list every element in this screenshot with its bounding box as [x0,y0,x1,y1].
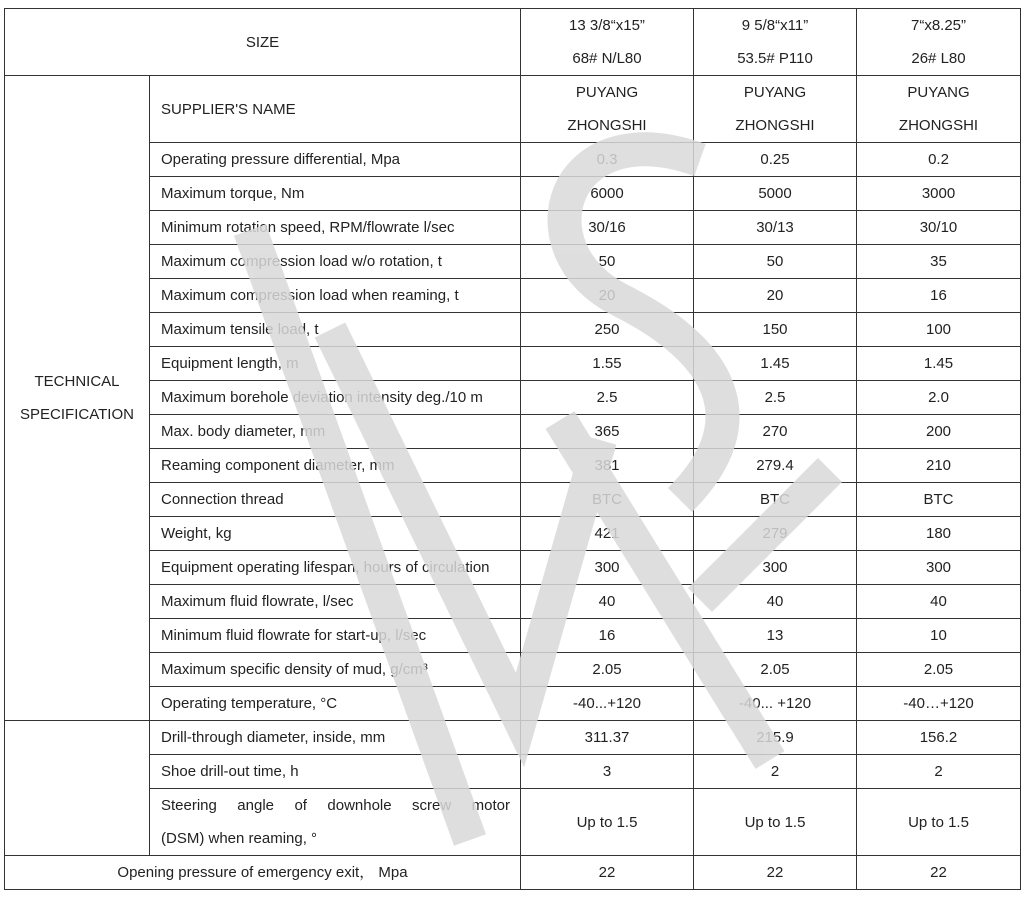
parameter-label: Shoe drill-out time, h [150,755,521,789]
parameter-label: Operating pressure differential, Mpa [150,143,521,177]
table-row [5,585,1021,619]
value-cell: 2.5 [521,381,694,415]
parameter-label: Maximum compression load when reaming, t [150,279,521,313]
value-cell: 300 [521,551,694,585]
supplier-cell [857,76,1021,143]
supplier-label: SUPPLIER'S NAME [150,76,521,143]
value-cell: 10 [857,619,1021,653]
table-row [5,177,1021,211]
supplier-cell [694,76,857,143]
value-cell: -40…+120 [857,687,1021,721]
value-cell: 279.4 [694,449,857,483]
value-cell: 16 [857,279,1021,313]
value-cell: 279 [694,517,857,551]
size-row [5,9,1021,76]
parameter-label: Equipment length, m [150,347,521,381]
table-row [5,347,1021,381]
value-cell: 3 [521,755,694,789]
value-cell: Up to 1.5 [694,789,857,856]
parameter-label: Max. body diameter, mm [150,415,521,449]
table-row [5,721,1021,755]
technical-specification-group [5,76,150,721]
size-line1: 7“x8.25” [910,17,967,34]
steering-label-line1: Steering angle of downhole screw motor [161,797,510,814]
table-row [5,381,1021,415]
table-row [5,755,1021,789]
value-cell: 1.55 [521,347,694,381]
value-cell: -40... +120 [694,687,857,721]
table-row [5,619,1021,653]
value-cell: 5000 [694,177,857,211]
value-cell: 1.45 [694,347,857,381]
size-cell [521,9,694,76]
value-cell: 35 [857,245,1021,279]
table-row [5,279,1021,313]
table-row [5,415,1021,449]
value-cell: 2.0 [857,381,1021,415]
value-cell: 22 [521,856,694,890]
supplier-line2: ZHONGSHI [898,117,979,134]
group-line2: SPECIFICATION [20,406,134,423]
parameter-label: Minimum fluid flowrate for start-up, l/sec [150,619,521,653]
value-cell: 2.05 [521,653,694,687]
table-row [5,653,1021,687]
size-line2: 26# L80 [911,50,966,67]
value-cell: BTC [521,483,694,517]
value-cell: 100 [857,313,1021,347]
size-cell [694,9,857,76]
parameter-label: Maximum fluid flowrate, l/sec [150,585,521,619]
table-row [5,483,1021,517]
parameter-label: Connection thread [150,483,521,517]
value-cell: 30/10 [857,211,1021,245]
emergency-exit-label: Opening pressure of emergency exit， Mpa [5,856,521,890]
value-cell: 200 [857,415,1021,449]
group-line1: TECHNICAL [34,373,120,390]
parameter-label: Operating temperature, °C [150,687,521,721]
parameter-label: Maximum borehole deviation intensity deg./10 m [150,381,521,415]
supplier-line2: ZHONGSHI [735,117,815,134]
table-row [5,245,1021,279]
size-line2: 53.5# P110 [737,50,813,67]
value-cell: 2.05 [694,653,857,687]
value-cell: 16 [521,619,694,653]
value-cell: 6000 [521,177,694,211]
value-cell: 2.05 [857,653,1021,687]
size-label: SIZE [5,9,521,76]
supplier-line1: PUYANG [743,84,807,101]
value-cell: 300 [694,551,857,585]
value-cell: 381 [521,449,694,483]
value-cell: 0.2 [857,143,1021,177]
table-row [5,551,1021,585]
supplier-line1: PUYANG [575,84,639,101]
parameter-label: Reaming component diameter, mm [150,449,521,483]
value-cell: 421 [521,517,694,551]
value-cell: 2 [694,755,857,789]
value-cell: 2 [857,755,1021,789]
parameter-label: Equipment operating lifespan, hours of circulation [150,551,521,585]
blank-group-cell [5,721,150,856]
value-cell: 22 [857,856,1021,890]
value-cell: 13 [694,619,857,653]
size-line1: 13 3/8“x15” [569,17,645,34]
technical-specification-table [4,8,1021,890]
table-row [5,313,1021,347]
table-row [5,687,1021,721]
table-row [5,143,1021,177]
value-cell: Up to 1.5 [521,789,694,856]
parameter-label: Maximum torque, Nm [150,177,521,211]
value-cell: 1.45 [857,347,1021,381]
value-cell: 180 [857,517,1021,551]
parameter-label: Maximum tensile load, t [150,313,521,347]
supplier-line1: PUYANG [907,84,970,101]
supplier-row [5,76,1021,143]
supplier-cell [521,76,694,143]
table-row [5,211,1021,245]
value-cell: 30/13 [694,211,857,245]
value-cell: 40 [857,585,1021,619]
value-cell: -40...+120 [521,687,694,721]
value-cell: 156.2 [857,721,1021,755]
steering-row [5,789,1021,856]
value-cell: 250 [521,313,694,347]
parameter-label: Minimum rotation speed, RPM/flowrate l/sec [150,211,521,245]
value-cell: 40 [694,585,857,619]
value-cell: BTC [694,483,857,517]
steering-label-line2: (DSM) when reaming, ° [161,830,318,847]
value-cell: 311.37 [521,721,694,755]
value-cell: 365 [521,415,694,449]
parameter-label: Weight, kg [150,517,521,551]
parameter-label: Drill-through diameter, inside, mm [150,721,521,755]
value-cell: 150 [694,313,857,347]
parameter-label: Maximum compression load w/o rotation, t [150,245,521,279]
value-cell: 50 [694,245,857,279]
parameter-label: Maximum specific density of mud, g/cm³ [150,653,521,687]
value-cell: 270 [694,415,857,449]
value-cell: 20 [521,279,694,313]
value-cell: 22 [694,856,857,890]
steering-angle-label [150,789,521,856]
value-cell: 0.25 [694,143,857,177]
value-cell: 3000 [857,177,1021,211]
emergency-row [5,856,1021,890]
value-cell: 2.5 [694,381,857,415]
value-cell: 40 [521,585,694,619]
value-cell: 50 [521,245,694,279]
value-cell: BTC [857,483,1021,517]
value-cell: 30/16 [521,211,694,245]
table-row [5,449,1021,483]
value-cell: 300 [857,551,1021,585]
value-cell: 210 [857,449,1021,483]
value-cell: 0.3 [521,143,694,177]
size-cell [857,9,1021,76]
supplier-line2: ZHONGSHI [567,117,647,134]
size-line1: 9 5/8“x11” [741,17,809,34]
value-cell: 215.9 [694,721,857,755]
size-line2: 68# N/L80 [572,50,642,67]
table-row [5,517,1021,551]
value-cell: 20 [694,279,857,313]
value-cell: Up to 1.5 [857,789,1021,856]
